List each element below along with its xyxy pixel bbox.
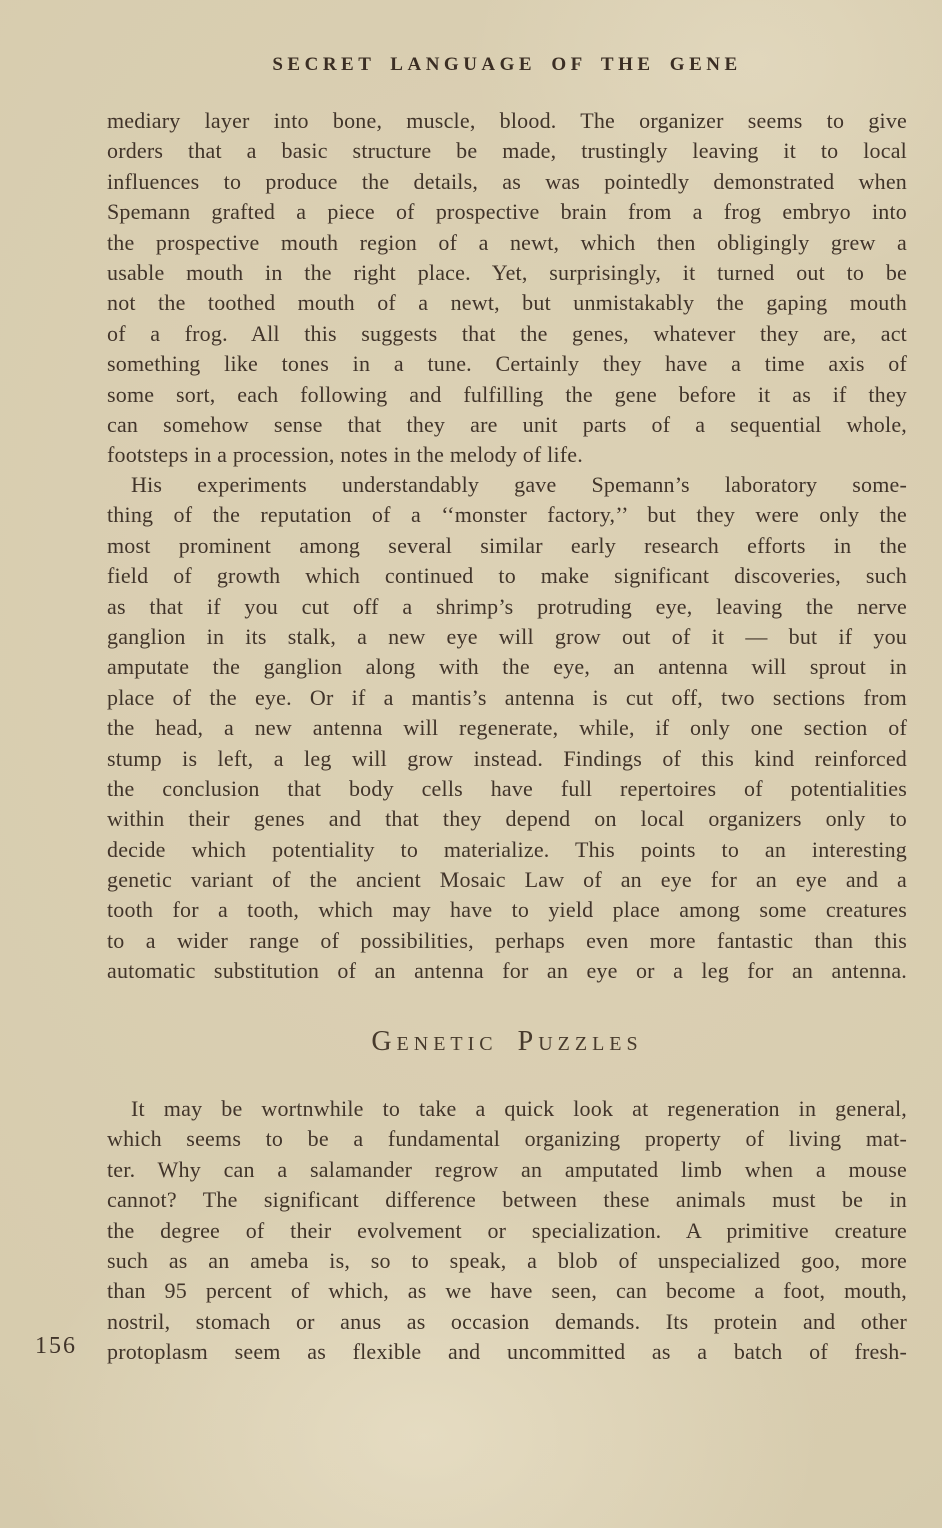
text-line: usable mouth in the right place. Yet, surprisingly, it turned out to be [107,259,907,285]
text-line: which seems to be a fundamental organizing property of living mat- [107,1126,907,1152]
text-line: such as an ameba is, so to speak, a blob of unspecialized goo, more [107,1247,907,1273]
text-line: decide which potentiality to materialize. This points to an interesting [107,836,907,862]
text-line: field of growth which continued to make significant discoveries, such [107,563,907,589]
section-heading: Genetic Puzzles [371,1026,643,1057]
text-line: some sort, each following and fulfilling the gene before it as if they [107,381,907,407]
text-line: the degree of their evolvement or specialization. A primitive creature [107,1217,907,1243]
running-header: SECRET LANGUAGE OF THE GENE [272,54,742,75]
text-line: ter. Why can a salamander regrow an amputated limb when a mouse [107,1156,907,1182]
text-line: place of the eye. Or if a mantis’s antenna is cut off, two sections from [107,684,907,710]
page-number: 156 [35,1333,77,1359]
paragraph [107,470,907,987]
text-line: not the toothed mouth of a newt, but unmistakably the gaping mouth [107,290,907,316]
text-line: as that if you cut off a shrimp’s protruding eye, leaving the nerve [107,593,907,619]
text-line: nostril, stomach or anus as occasion demands. Its protein and other [107,1308,907,1334]
text-line: the prospective mouth region of a newt, which then obligingly grew a [107,229,907,255]
text-line: cannot? The significant difference between these animals must be in [107,1187,907,1213]
text-line: It may be wortnwhile to take a quick look at regeneration in general, [131,1096,907,1121]
text-line: amputate the ganglion along with the eye, an antenna will sprout in [107,654,907,680]
text-line: ganglion in its stalk, a new eye will grow out of it — but if you [107,623,907,649]
paragraph [107,1094,907,1368]
text-line: influences to produce the details, as was pointedly demonstrated when [107,168,907,194]
text-line: mediary layer into bone, muscle, blood. The organizer seems to give [107,108,907,133]
text-line: tooth for a tooth, which may have to yield place among some creatures [107,897,907,923]
text-line: within their genes and that they depend on local organizers only to [107,806,907,832]
text-line: genetic variant of the ancient Mosaic Law of an eye for an eye and a [107,867,907,893]
text-line: to a wider range of possibilities, perhaps even more fantastic than this [107,927,907,953]
text-line: the conclusion that body cells have full repertoires of potentialities [107,775,907,801]
text-line: than 95 percent of which, as we have seen, can become a foot, mouth, [107,1278,907,1304]
text-line: footsteps in a procession, notes in the melody of life. [107,442,583,468]
text-line: His experiments understandably gave Spemann’s laboratory some- [131,472,907,497]
text-line: the head, a new antenna will regenerate, while, if only one section of [107,715,907,741]
paragraph [107,106,907,471]
text-line: Spemann grafted a piece of prospective brain from a frog embryo into [107,199,907,225]
text-line: of a frog. All this suggests that the genes, whatever they are, act [107,320,907,346]
text-line: stump is left, a leg will grow instead. Findings of this kind reinforced [107,745,907,771]
text-line: thing of the reputation of a ‘‘monster factory,’’ but they were only the [107,502,907,528]
text-line: automatic substitution of an antenna for an eye or a leg for an antenna. [107,958,907,984]
text-line: protoplasm seem as flexible and uncommitted as a batch of fresh- [107,1339,907,1365]
text-line: can somehow sense that they are unit parts of a sequential whole, [107,411,907,437]
text-line: most prominent among several similar early research efforts in the [107,532,907,558]
text-line: orders that a basic structure be made, trustingly leaving it to local [107,138,907,164]
text-line: something like tones in a tune. Certainly they have a time axis of [107,351,907,377]
